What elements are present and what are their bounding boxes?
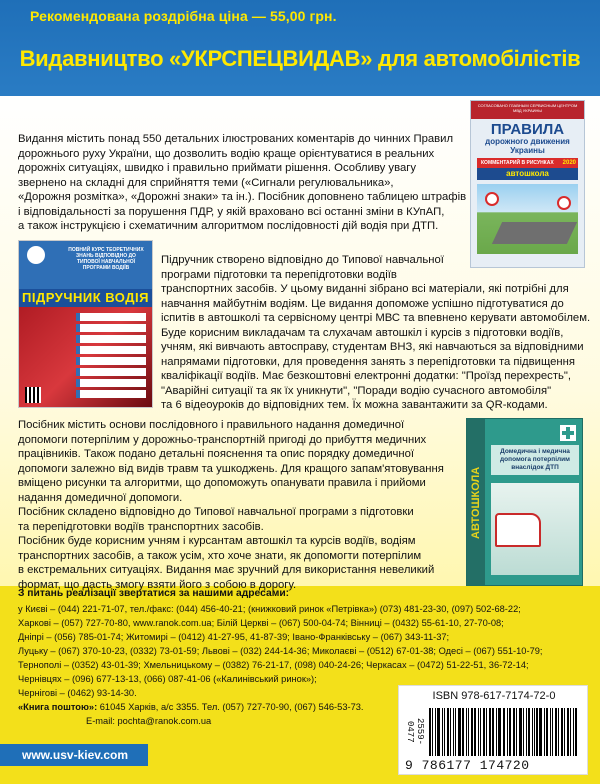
contact-line: Луцьку – (067) 370-10-23, (0332) 73-01-59; Львові – (032) 244-14-36; Миколаєві – (0512) 67-01-38; Одесі – (067) 551-10-79; xyxy=(18,646,543,656)
barcode-bar xyxy=(432,708,433,756)
barcode-bar xyxy=(573,708,574,756)
mail-order-label: «Книга поштою»: xyxy=(18,702,98,712)
publisher-title: Видавництво «УКРСПЕЦВИДАВ» для автомобілістів xyxy=(19,46,581,71)
qr-code-icon xyxy=(25,387,41,403)
barcode-bar xyxy=(534,708,535,756)
barcode-bar xyxy=(570,708,571,756)
barcode-bar xyxy=(509,708,511,756)
barcode-bar xyxy=(442,708,443,756)
website-link[interactable]: www.usv-kiev.com xyxy=(0,744,148,766)
rules-book-cover xyxy=(470,100,585,268)
barcode-bar xyxy=(450,708,451,756)
barcode-bar xyxy=(474,708,477,756)
barcode-bar xyxy=(575,708,577,756)
barcode-bar xyxy=(429,708,431,756)
mail-order-text: 61045 Харків, а/с 3355. Тел. (057) 727-70-90, (067) 546-53-73. xyxy=(97,702,364,712)
road-sign-icon xyxy=(557,196,571,210)
barcode-bar xyxy=(492,708,494,756)
first-aid-cover-title: Домедична і медична допомога потерпілим внаслідок ДТП xyxy=(491,445,579,475)
emblem-icon xyxy=(27,246,45,264)
rules-cover-year: 2020 xyxy=(562,160,576,166)
barcode-bar xyxy=(561,708,564,756)
rules-cover-top-text: СОГЛАСОВАНО ГЛАВНЫМ СЕРВИСНЫМ ЦЕНТРОМ МВД УКРАИНЫ xyxy=(471,101,584,119)
rules-cover-ribbon: автошкола xyxy=(477,168,578,180)
barcode-bar xyxy=(480,708,481,756)
contact-line: Тернополі – (0352) 43-01-39; Хмельницькому – (0382) 76-21-17, (098) 040-24-26; Черкасах – (0472) 51-22-51, 36-72-14; xyxy=(18,660,529,670)
rules-description: Видання містить понад 550 детальних ілюстрованих коментарів до чинних Правил дорожнього руху України, що дозволить водію краще орієнтуватися в реальних дорожніх ситуаціях, швидко і правильно приймати рішення. Особливу увагу звернено на складні для сприйняття теми («Сигнали регулювальника», «Дорожня розмітка», «Дорожні знаки» та ін.). Посібник доповнено таблицею штрафів і відповідальності за порушення ПДР, у якій враховано всі останні зміни в КУпАП, а також інструкцією і схематичним алгоритмом послідовності дій водія при ДТП. xyxy=(18,133,467,232)
contact-line: Дніпрі – (056) 785-01-74; Житомирі – (0412) 41-27-95, 41-87-39; Івано-Франківську – (067) 343-11-37; xyxy=(18,632,450,642)
rules-cover-bar-text: КОММЕНТАРИЙ В РИСУНКАХ xyxy=(481,160,554,166)
textbook-cover xyxy=(18,240,153,408)
medical-cross-icon xyxy=(560,425,576,441)
contact-line: Харкові – (057) 727-70-80, www.ranok.com.ua; Білій Церкві – (067) 500-04-74; Вінниці – (0432) 55-61-10, 27-70-08; xyxy=(18,618,504,628)
rules-cover-subtitle: дорожного движения Украины xyxy=(485,137,570,155)
barcode-bar xyxy=(486,708,487,756)
road-graphic xyxy=(492,222,577,244)
barcode-bar xyxy=(546,708,548,756)
barcode-bar xyxy=(455,708,456,756)
barcode-bar xyxy=(552,708,553,756)
barcode-bar xyxy=(519,708,522,756)
barcode-bar xyxy=(489,708,491,756)
barcode-bar xyxy=(444,708,446,756)
textbook-cover-header-text: ПОВНИЙ КУРС ТЕОРЕТИЧНИХ ЗНАНЬ ВІДПОВІДНО ДО ТИПОВОЇ НАВЧАЛЬНОЇ ПРОГРАМИ ВОДІЇВ xyxy=(68,247,144,271)
barcode-bar xyxy=(516,708,517,756)
barcode-bar xyxy=(483,708,485,756)
rules-cover-illustration xyxy=(477,184,578,254)
barcode-bar xyxy=(468,708,469,756)
barcode-bar xyxy=(550,708,551,756)
barcode-bar xyxy=(528,708,530,756)
contact-line: Чернігові – (0462) 93-14-30. xyxy=(18,688,137,698)
barcode-bar xyxy=(503,708,504,756)
barcode-bar xyxy=(504,708,505,756)
barcode-bar xyxy=(523,708,524,756)
email-line[interactable]: E-mail: pochta@ranok.com.ua xyxy=(86,716,212,726)
barcode-bar xyxy=(466,708,467,756)
rules-cover-title: ПРАВИЛА xyxy=(490,121,565,138)
textbook-cover-list xyxy=(76,313,146,401)
barcode-bar xyxy=(458,708,461,756)
isbn-label: ISBN 978-617-7174-72-0 xyxy=(432,690,556,702)
barcode-bar xyxy=(539,708,542,756)
rules-cover-bar xyxy=(477,158,578,168)
barcode-bar xyxy=(507,708,508,756)
contact-line: у Києві – (044) 221-71-07, тел./факс: (044) 456-40-21; (книжковий ринок «Петрівка») (073) 481-23-30, (097) 502-68-22; xyxy=(18,604,521,614)
header-band xyxy=(0,0,600,96)
barcode-bar xyxy=(558,708,559,756)
barcode-graphic xyxy=(429,708,579,756)
barcode-bar xyxy=(555,708,557,756)
barcode-bar xyxy=(498,708,501,756)
barcode-addon: 2559-0477 xyxy=(405,718,425,746)
barcode-bar xyxy=(447,708,449,756)
price-label: Рекомендована роздрібна ціна — 55,00 грн. xyxy=(30,8,337,24)
contacts-title: З питань реалізації звертатися за нашими адресами: xyxy=(18,588,290,599)
textbook-description: Підручник створено відповідно до Типової навчальної програми підготовки та перепідготовки водіїв транспортних засобів. У цьому виданні зібрано всі матеріали, які потрібні для навчання майбутнім водіям. Це видання допоможе успішно підготуватися до іспитів в автошколі та сервісному центрі МВС та впевнено керувати автомобілем. Буде корисним викладачам та слухачам автошкіл і курсів з підготовки водіїв, учням, які вивчають автосправу, студентам ВНЗ, які навчаються за відповідними напрямами підготовки, для проведення занять з перепідготовки та підвищення кваліфікації водіїв. Має безкоштовні електронні додатки: "Проїзд перехресть", "Аварійні ситуації та як їх уникнути", "Поради водію сучасного автомобіля" та 6 відеоуроків до відповідних тем. Їх можна завантажити за QR-кодами. xyxy=(161,254,591,411)
first-aid-book-cover xyxy=(466,418,583,586)
textbook-cover-title: ПІДРУЧНИК ВОДІЯ xyxy=(19,289,152,307)
barcode-bar xyxy=(567,708,569,756)
barcode-bar xyxy=(513,708,515,756)
barcode-bar xyxy=(532,708,533,756)
barcode-bar xyxy=(462,708,464,756)
barcode-box xyxy=(398,685,588,775)
contact-line: Чернівцях – (096) 677-13-13, (066) 087-41-06 («Калинівський ринок»); xyxy=(18,674,317,684)
barcode-bar xyxy=(536,708,538,756)
barcode-bar xyxy=(437,708,440,756)
barcode-bar xyxy=(471,708,473,756)
textbook-cover-header xyxy=(19,241,152,289)
first-aid-cover-illustration xyxy=(491,483,579,575)
ambulance-icon xyxy=(495,513,541,547)
first-aid-cover-spine: АВТОШКОЛА xyxy=(467,419,485,586)
textbook-cover-illustration xyxy=(19,307,152,407)
barcode-bar xyxy=(564,708,565,756)
barcode-bar xyxy=(435,708,436,756)
barcode-bar xyxy=(478,708,479,756)
barcode-bar xyxy=(496,708,497,756)
barcode-bar xyxy=(544,708,545,756)
barcode-number: 9 786177 174720 xyxy=(405,758,530,773)
barcode-bar xyxy=(526,708,527,756)
barcode-bar xyxy=(453,708,454,756)
road-sign-icon xyxy=(485,192,499,206)
first-aid-description: Посібник містить основи послідовного і правильного надання домедичної допомоги потерпілим у дорожньо-транспортній пригоді до прибуття медичних працівників. Також подано детальні пояснення та опис порядку домедичної допомоги залежно від видів травм та ушкоджень. Для кращого запам'ятовування вміщено рисунки та алгоритми, що допоможуть опанувати правила і прийоми надання домедичної допомоги. Посібник складено відповідно до Типової навчальної програми з підготовки та перепідготовки водіїв транспортних засобів. Посібник буде корисним учням і курсантам автошкіл та курсів водіїв, водіям транспортних засобів, а також усім, хто хоче знати, як допомогти потерпілим в екстремальних ситуаціях. Видання має зручний для використання невеликий формат, що дасть змогу взяти його з собою в дорогу. xyxy=(18,419,444,591)
